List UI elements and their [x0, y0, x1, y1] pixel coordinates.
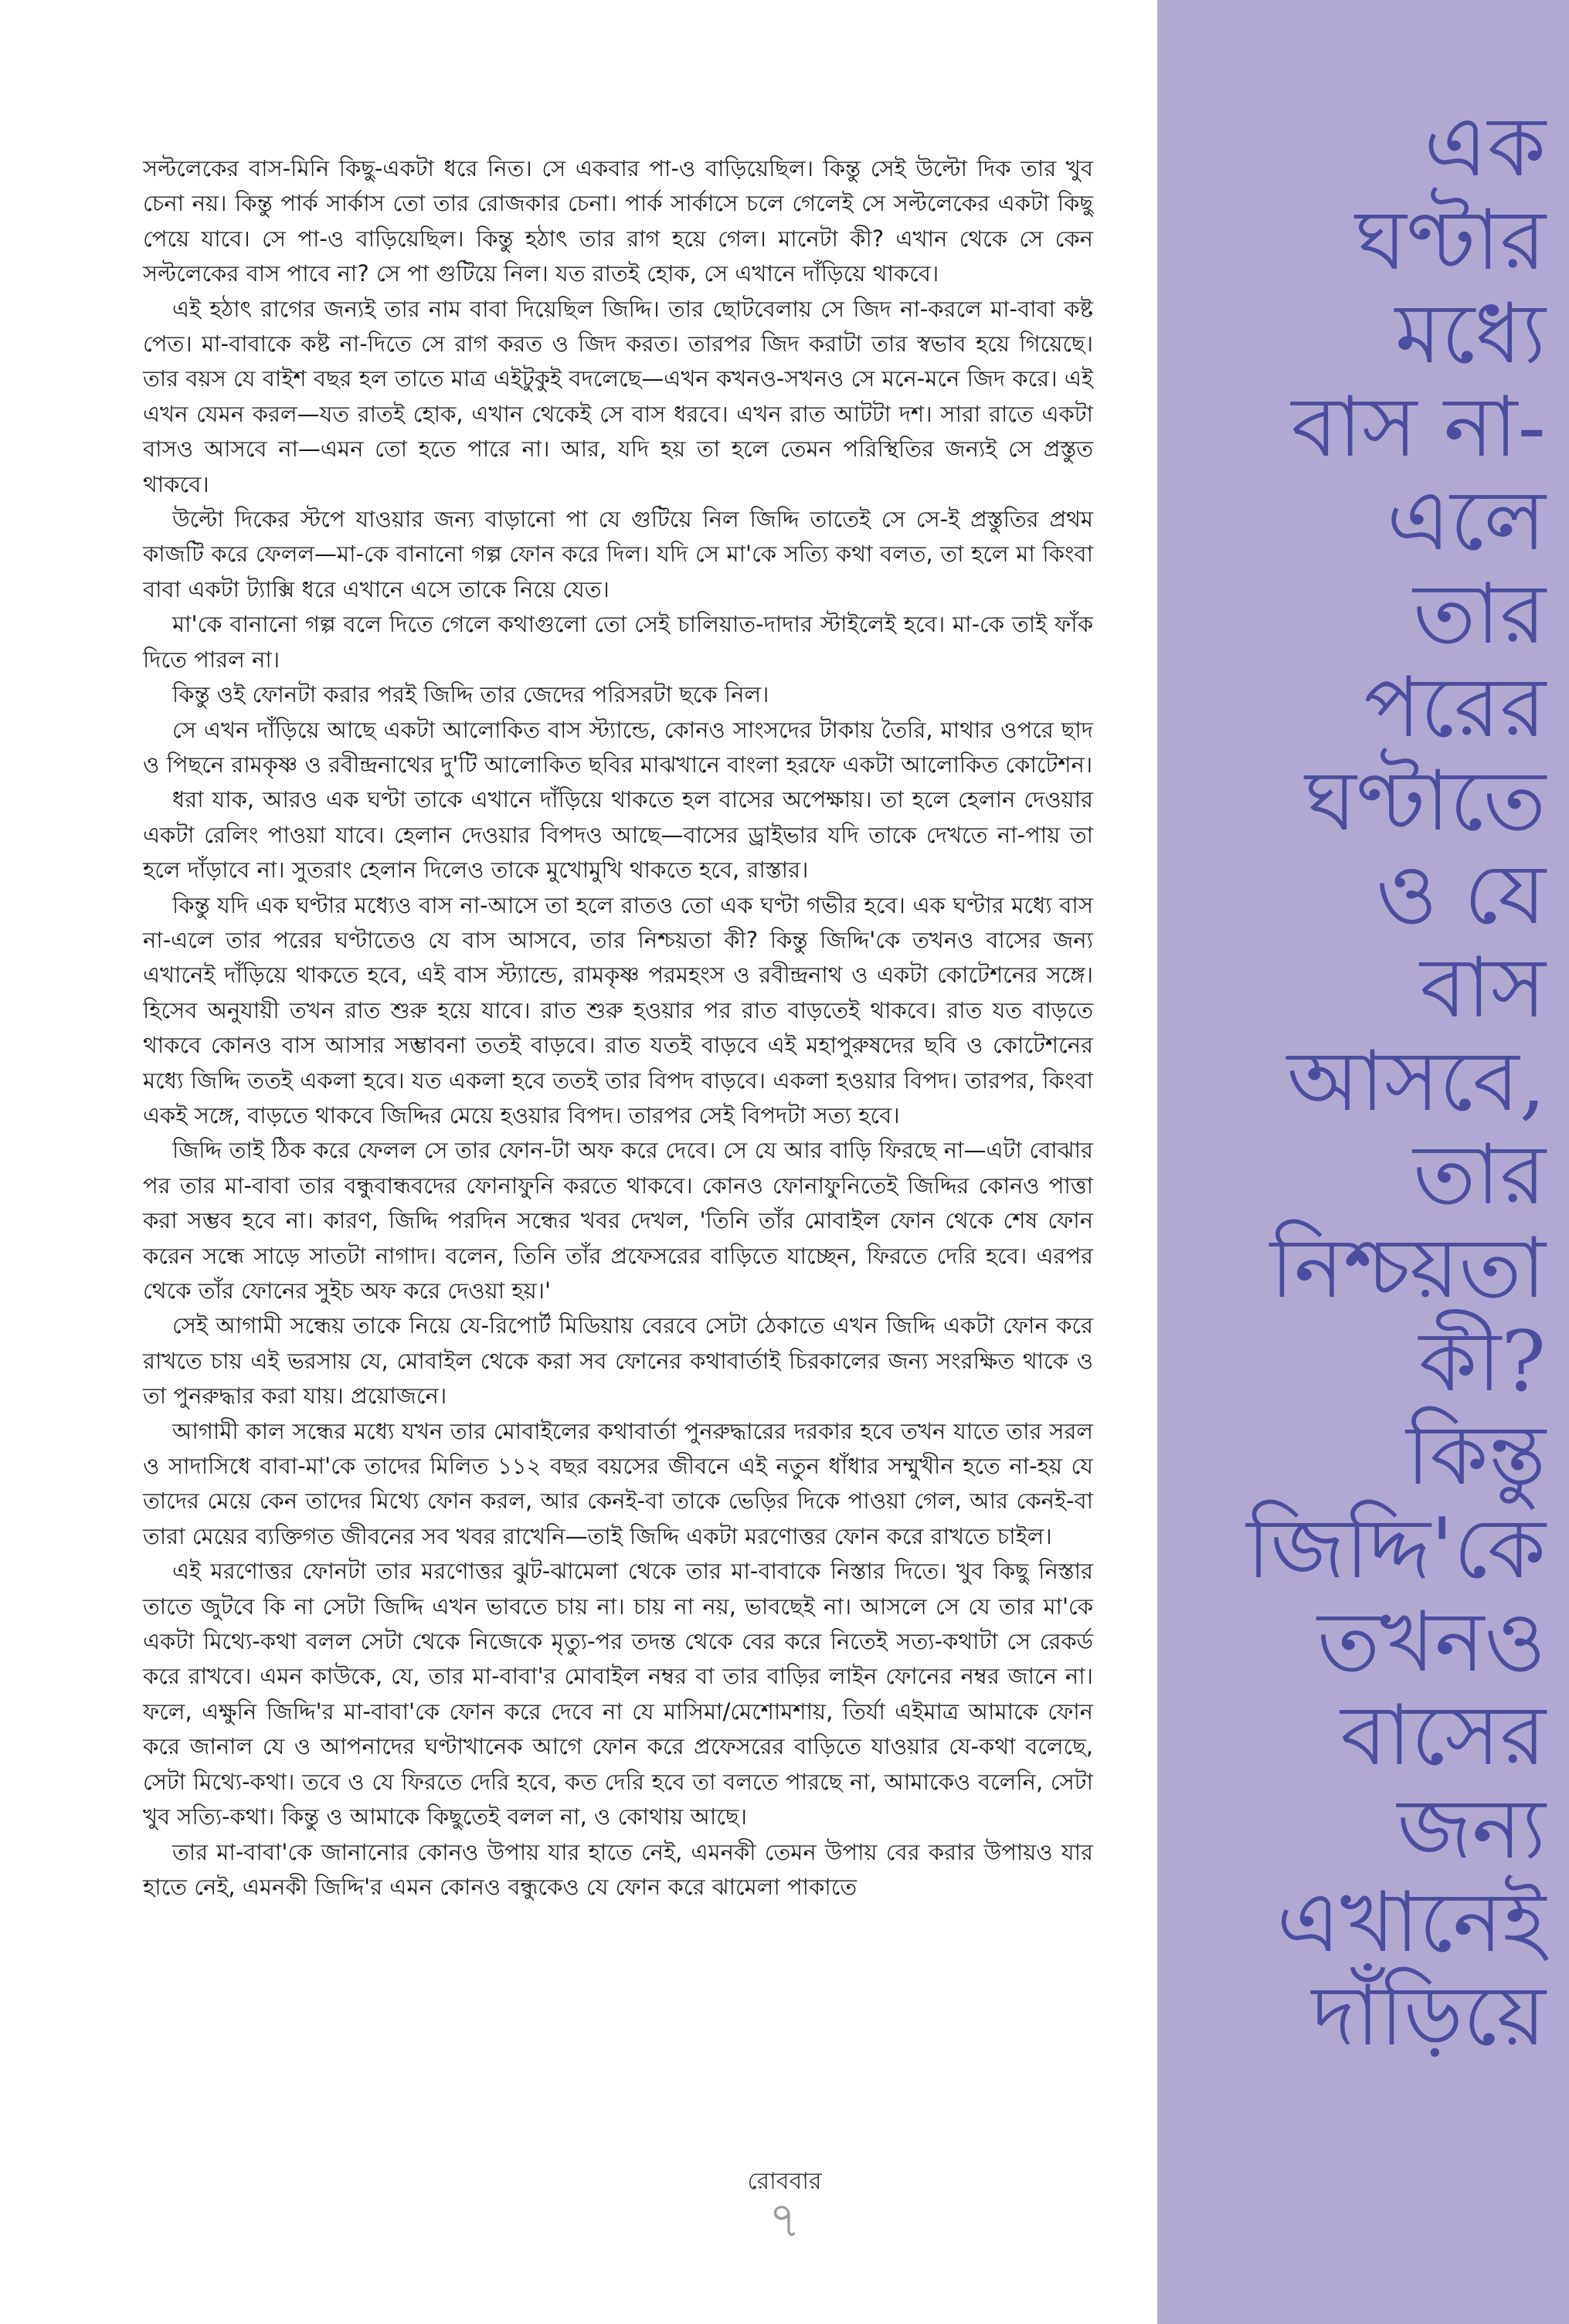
article-paragraph-6: সে এখন দাঁড়িয়ে আছে একটা আলোকিত বাস স্ট্যান্ডে, কোনও সাংসদের টাকায় তৈরি, মাথার ওপরে ছাদ ও পিছনে রামকৃষ্ণ ও রবীন্দ্রনাথের দু'টি আলোকিত ছবির মাঝখানে বাংলা হরফে একটা আলোকিত কোটেশন।	[143, 716, 1093, 778]
article-paragraph-4: মা'কে বানানো গল্প বলে দিতে গেলে কথাগুলো তো সেই চালিয়াত-দাদার স্টাইলেই হবে। মা-কে তাই ফাঁক দিতে পারল না।	[143, 611, 1093, 673]
pull-quote-line: জন্য	[1397, 1781, 1546, 1878]
article-paragraph-10: সেই আগামী সন্ধেয় তাকে নিয়ে যে-রিপোর্ট মিডিয়ায় বেরবে সেটা ঠেকাতে এখন জিদ্দি একটা ফোন করে রাখতে চায় এই ভরসায় যে, মোবাইল থেকে করা সব ফোনের কথাবার্তাই চিরকালের জন্য সংরক্ষিত থাকে ও তা পুনরুদ্ধার করা যায়। প্রয়োজনে।	[143, 1312, 1093, 1410]
article-paragraph-3: উল্টো দিকের স্টপে যাওয়ার জন্য বাড়ানো পা যে গুটিয়ে নিল জিদ্দি তাতেই সে সে-ই প্রস্তুতির প্রথম কাজটি করে ফেলল—মা-কে বানানো গল্প ফোন করে দিল। যদি সে মা'কে সত্যি কথা বলত, তা হলে মা কিংবা বাবা একটা ট্যাক্সি ধরে এখানে এসে তাকে নিয়ে যেত।	[143, 506, 1093, 602]
pull-quote-line: বাসের	[1340, 1688, 1546, 1784]
pull-quote-line: বাস না-	[1291, 379, 1546, 476]
pull-quote-line: নিশ্চয়তা	[1269, 1220, 1546, 1317]
pull-quote-line: তখনও	[1317, 1594, 1546, 1691]
pull-quote-line: এক	[1424, 99, 1546, 195]
pull-quote-line: ঘণ্টাতে	[1304, 753, 1546, 850]
article-paragraph-9: জিদ্দি তাই ঠিক করে ফেলল সে তার ফোন-টা অফ করে দেবে। সে যে আর বাড়ি ফিরছে না—এটা বোঝার পর তার মা-বাবা তার বন্ধুবান্ধবদের ফোনাফুনি করতে থাকবে। কোনও ফোনাফুনিতেই জিদ্দির কোনও পাত্তা করা সম্ভব হবে না। কারণ, জিদ্দি পরদিন সন্ধের খবর দেখল, 'তিনি তাঁর মোবাইল ফোন থেকে শেষ ফোন করেন সন্ধে সাড়ে সাতটা নাগাদ। বলেন, তিনি তাঁর প্রফেসরের বাড়িতে যাচ্ছেন, ফিরতে দেরি হবে। এরপর থেকে তাঁর ফোনের সুইচ অফ করে দেওয়া হয়।'	[143, 1137, 1094, 1304]
pull-quote-line: মধ্যে	[1394, 286, 1546, 382]
pull-quote	[1144, 100, 1546, 2063]
pull-quote-line: বাস	[1420, 940, 1546, 1036]
page-number: ৭	[768, 2192, 801, 2249]
pull-quote-line: ও যে	[1376, 846, 1546, 943]
pull-quote-line: তার	[1413, 566, 1546, 663]
article-paragraph-7: ধরা যাক, আরও এক ঘণ্টা তাকে এখানে দাঁড়িয়ে থাকতে হল বাসের অপেক্ষায়। তা হলে হেলান দেওয়ার একটা রেলিং পাওয়া যাবে। হেলান দেওয়ার বিপদও আছে—বাসের ড্রাইভার যদি তাকে দেখতে না-পায় তা হলে দাঁড়াবে না। সুতরাং হেলান দিলেও তাকে মুখোমুখি থাকতে হবে, রাস্তার।	[143, 786, 1093, 884]
pull-quote-line: দাঁড়িয়ে	[1311, 1968, 1546, 2064]
article-paragraph-11: আগামী কাল সন্ধের মধ্যে যখন তার মোবাইলের কথাবার্তা পুনরুদ্ধারের দরকার হবে তখন যাতে তার সরল ও সাদাসিধে বাবা-মা'কে তাদের মিলিত ১১২ বছর বয়সের জীবনে এই নতুন ধাঁধার সম্মুখীন হতে না-হয় যে তাদের মেয়ে কেন তাদের মিথ্যে ফোন করল, আর কেনই-বা তাকে ভেড়ির দিকে পাওয়া গেল, আর কেনই-বা তারা মেয়ের ব্যক্তিগত জীবনের সব খবর রাখেনি—তাই জিদ্দি একটা মরণোত্তর ফোন করে রাখতে চাইল।	[143, 1417, 1093, 1549]
pull-quote-line: এলে	[1386, 473, 1546, 569]
article-paragraph-2: এই হঠাৎ রাগের জন্যই তার নাম বাবা দিয়েছিল জিদ্দি। তার ছোটবেলায় সে জিদ না-করলে মা-বাবা কষ্ট পেত। মা-বাবাকে কষ্ট না-দিতে সে রাগ করত ও জিদ করত। তারপর জিদ করাটা তার স্বভাব হয়ে গিয়েছে। তার বয়স যে বাইশ বছর হল তাতে মাত্র এইটুকুই বদলেছে—এখন কখনও-সখনও সে মনে-মনে জিদ করে। এই এখন যেমন করল—যত রাতই হোক, এখান থেকেই সে বাস ধরবে। এখন রাত আটটা দশ। সারা রাতে একটা বাসও আসবে না—এমন তো হতে পারে না। আর, যদি হয় তা হলে তেমন পরিস্থিতির জন্যই সে প্রস্তুত থাকবে।	[143, 295, 1093, 497]
article-paragraph-8: কিন্তু যদি এক ঘণ্টার মধ্যেও বাস না-আসে তা হলে রাতও তো এক ঘণ্টা গভীর হবে। এক ঘণ্টার মধ্যে বাস না-এলে তার পরের ঘণ্টাতেও যে বাস আসবে, তার নিশ্চয়তা কী? কিন্তু জিদ্দি'কে তখনও বাসের জন্য এখানেই দাঁড়িয়ে থাকতে হবে, এই বাস স্ট্যান্ডে, রামকৃষ্ণ পরমহংস ও রবীন্দ্রনাথ ও একটা কোটেশনের সঙ্গে। হিসেব অনুযায়ী তখন রাত শুরু হয়ে যাবে। রাত শুরু হওয়ার পর রাত বাড়তেই থাকবে। রাত যত বাড়তে থাকবে কোনও বাস আসার সম্ভাবনা ততই বাড়বে। রাত যতই বাড়বে এই মহাপুরুষদের ছবি ও কোটেশনের মধ্যে জিদ্দি ততই একলা হবে। যত একলা হবে ততই তার বিপদ বাড়বে। একলা হওয়ার বিপদ। তারপর, কিংবা একই সঙ্গে, বাড়তে থাকবে জিদ্দির মেয়ে হওয়ার বিপদ। তারপর সেই বিপদটা সত্য হবে।	[143, 891, 1093, 1128]
magazine-name: রোববার	[747, 2168, 822, 2195]
pull-quote-line: কী?	[1418, 1314, 1546, 1410]
pull-quote-sidebar	[1157, 0, 1569, 2324]
article-paragraph-13: তার মা-বাবা'কে জানানোর কোনও উপায় যার হাতে নেই, এমনকী তেমন উপায় বের করার উপায়ও যার হাতে নেই, এমনকী জিদ্দি'র এমন কোনও বন্ধুকেও যে ফোন করে ঝামেলা পাকাতে	[143, 1838, 1093, 1900]
pull-quote-line: জিদ্দি'কে	[1246, 1501, 1546, 1597]
pull-quote-line: তার	[1413, 1127, 1546, 1223]
article-paragraph-12: এই মরণোত্তর ফোনটা তার মরণোত্তর ঝুট-ঝামেলা থেকে তার মা-বাবাকে নিস্তার দিতে। খুব কিছু নিস্তার তাতে জুটবে কি না সেটা জিদ্দি এখন ভাবতে চায় না। চায় না নয়, ভাবছেই না। আসলে সে যে তার মা'কে একটা মিথ্যে-কথা বলল সেটা থেকে নিজেকে মৃত্যু-পর তদন্ত থেকে বের করে নিতেই সত্য-কথাটা সে রেকর্ড করে রাখবে। এমন কাউকে, যে, তার মা-বাবা'র মোবাইল নম্বর বা তার বাড়ির লাইন ফোনের নম্বর জানে না। ফলে, এক্ষুনি জিদ্দি'র মা-বাবা'কে ফোন করে দেবে না যে মাসিমা/মেশোমশায়, তির্যা এইমাত্র আমাকে ফোন করে জানাল যে ও আপনাদের ঘণ্টাখানেক আগে ফোন করে প্রফেসরের বাড়িতে যাওয়ার যে-কথা বলেছে, সেটা মিথ্যে-কথা। তবে ও যে ফিরতে দেরি হবে, কত দেরি হবে তা বলতে পারছে না, আমাকেও বলেনি, সেটা খুব সত্যি-কথা। কিন্তু ও আমাকে কিছুতেই বলল না, ও কোথায় আছে।	[143, 1558, 1093, 1830]
pull-quote-line: এখানেই	[1276, 1874, 1546, 1971]
pull-quote-line: কিন্তু	[1406, 1407, 1546, 1504]
pull-quote-line: পরের	[1364, 660, 1546, 756]
article-paragraph-5: কিন্তু ওই ফোনটা করার পরই জিদ্দি তার জেদের পরিসরটা ছকে নিল।	[172, 681, 769, 708]
article-paragraph-1: সল্টলেকের বাস-মিনি কিছু-একটা ধরে নিত। সে একবার পা-ও বাড়িয়েছিল। কিন্তু সেই উল্টো দিক তার খুব চেনা নয়। কিন্তু পার্ক সার্কাস তো তার রোজকার চেনা। পার্ক সার্কাসে চলে গেলেই সে সল্টলেকের একটা কিছু পেয়ে যাবে। সে পা-ও বাড়িয়েছিল। কিন্তু হঠাৎ তার রাগ হয়ে গেল। মানেটা কী? এখান থেকে সে কেন সল্টলেকের বাস পাবে না? সে পা গুটিয়ে নিল। যত রাতই হোক, সে এখানে দাঁড়িয়ে থাকবে।	[143, 155, 1093, 287]
article-body	[143, 151, 1093, 1905]
pull-quote-line: আসবে,	[1286, 1033, 1546, 1130]
pull-quote-line: ঘণ্টার	[1354, 192, 1546, 289]
